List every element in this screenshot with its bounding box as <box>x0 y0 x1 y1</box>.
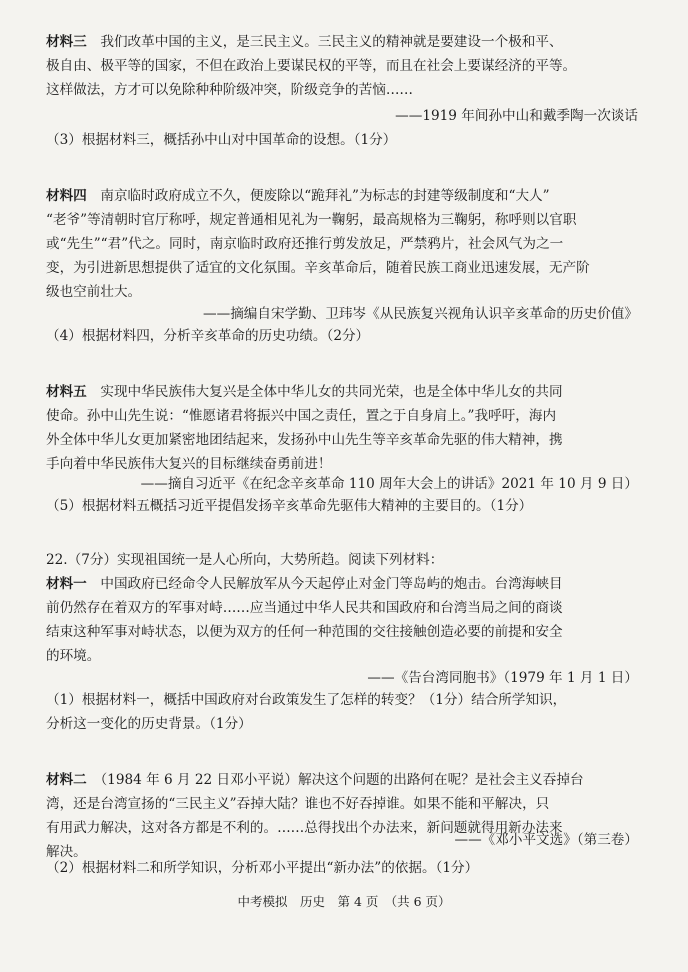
material-3-line-3: 这样做法，方才可以免除种种阶级冲突，阶级竞争的苦恼…… <box>46 82 414 98</box>
material-3-line-2: 极自由、极平等的国家，不但在政治上要谋民权的平等，而且在社会上要谋经济的平等。 <box>46 58 577 74</box>
q22-material-2-line-2: 湾，还是台湾宣扬的“三民主义”吞掉大陆？谁也不好吞掉谁。如果不能和平解决，只 <box>46 796 550 812</box>
material-5-line-3: 外全体中华儿女更加紧密地团结起来，发扬孙中山先生等辛亥革命先驱的伟大精神，携 <box>46 432 563 448</box>
question-3: （3）根据材料三，概括孙中山对中国革命的设想。（1分） <box>46 132 397 148</box>
page-footer: 中考模拟 历史 第 4 页 （共 6 页） <box>237 894 451 909</box>
q22-material-1-line-2: 前仍然存在着双方的军事对峙……应当通过中华人民共和国政府和台湾当局之间的商谈 <box>46 600 563 616</box>
q22-material-1-line-1 <box>46 574 642 594</box>
q22-material-1-source: ——《告台湾同胞书》（1979 年 1 月 1 日） <box>367 670 638 686</box>
q22-material-2-text-1: （1984 年 6 月 22 日邓小平说）解决这个问题的出路何在呢？是社会主义吞掉台 <box>100 772 584 788</box>
material-5-line-4: 手向着中华民族伟大复兴的目标继续奋勇前进！ <box>46 456 332 472</box>
material-5-line-2: 使命。孙中山先生说：“惟愿诸君将振兴中国之责任，置之于自身肩上。”我呼吁，海内 <box>46 408 557 424</box>
material-4-source: ——摘编自宋学勤、卫玮岑《从民族复兴视角认识辛亥革命的历史价值》 <box>203 306 638 322</box>
q22-question-1-line-1: （1）根据材料一，概括中国政府对台政策发生了怎样的转变？（1分）结合所学知识， <box>46 692 567 708</box>
material-5-text-1: 实现中华民族伟大复兴是全体中华儿女的共同光荣，也是全体中华儿女的共同 <box>100 384 563 400</box>
q22-question-2: （2）根据材料二和所学知识，分析邓小平提出“新办法”的依据。（1分） <box>46 860 479 876</box>
q22-material-2-line-1 <box>46 770 642 790</box>
q22-material-1-line-4: 的环境。 <box>46 648 101 664</box>
q22-material-2-label: 材料二 <box>46 772 87 788</box>
material-4-text-1: 南京临时政府成立不久，便废除以“跪拜礼”为标志的封建等级制度和“大人” <box>100 188 550 204</box>
material-3-text-1: 我们改革中国的主义，是三民主义。三民主义的精神就是要建设一个极和平、 <box>100 34 563 50</box>
material-4-line-4: 变，为引进新思想提供了适宜的文化氛围。辛亥革命后，随着民族工商业迅速发展，无产阶 <box>46 260 590 276</box>
question-5: （5）根据材料五概括习近平提倡发扬辛亥革命先驱伟大精神的主要目的。（1分） <box>46 498 533 514</box>
q22-material-2-source: ——《邓小平文选》（第三卷） <box>454 832 638 848</box>
material-4-line-2: “老爷”等清朝时官厅称呼，规定普通相见礼为一鞠躬，最高规格为三鞠躬，称呼则以官职 <box>46 212 577 228</box>
material-4-line-5: 级也空前壮大。 <box>46 284 142 300</box>
material-3-source: ——1919 年间孙中山和戴季陶一次谈话 <box>395 108 638 124</box>
q22-question-1-line-2: 分析这一变化的历史背景。（1分） <box>46 716 252 732</box>
material-3-label: 材料三 <box>46 34 87 50</box>
material-4-label: 材料四 <box>46 188 87 204</box>
material-5-label: 材料五 <box>46 384 87 400</box>
question-4: （4）根据材料四，分析辛亥革命的历史功绩。（2分） <box>46 328 370 344</box>
q22-material-2-line-3: 有用武力解决，这对各方都是不利的。……总得找出个办法来，新问题就得用新办法来 <box>46 820 563 836</box>
q22-material-1-line-3: 结束这种军事对峙状态，以便为双方的任何一种范围的交往接触创造必要的前提和安全 <box>46 624 563 640</box>
material-4-line-1 <box>46 186 642 206</box>
material-4-line-3: 或“先生”“君”代之。同时，南京临时政府还推行剪发放足，严禁鸦片，社会风气为之一 <box>46 236 564 252</box>
material-3-line-1 <box>46 32 642 52</box>
q22-material-2-line-4: 解决。 <box>46 844 87 860</box>
material-5-source: ——摘自习近平《在纪念辛亥革命 110 周年大会上的讲话》2021 年 10 月 9 日） <box>140 476 638 492</box>
question-22-heading: 22.（7分）实现祖国统一是人心所向，大势所趋。阅读下列材料： <box>46 552 444 568</box>
q22-material-1-text-1: 中国政府已经命令人民解放军从今天起停止对金门等岛屿的炮击。台湾海峡目 <box>100 576 563 592</box>
q22-material-1-label: 材料一 <box>46 576 87 592</box>
material-5-line-1 <box>46 382 642 402</box>
